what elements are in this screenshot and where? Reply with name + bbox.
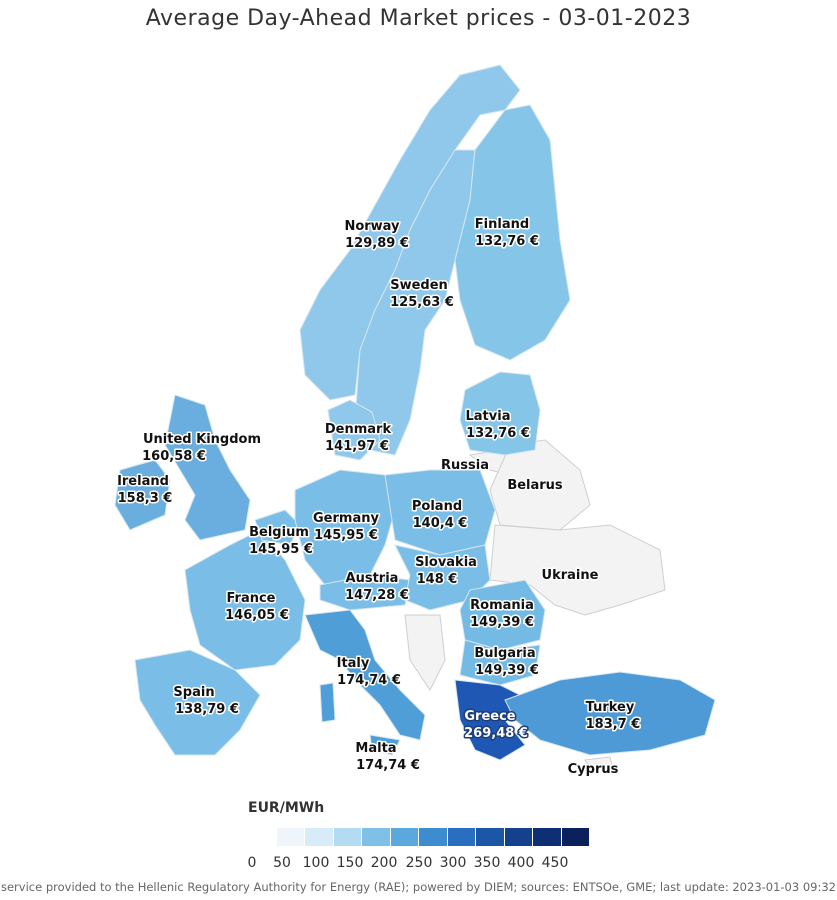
legend-tick: 50	[273, 855, 291, 871]
legend-tick: 400	[507, 855, 535, 871]
label-germany-name: Germany	[313, 511, 379, 526]
label-uk-price: 160,58 €	[142, 449, 206, 464]
legend-swatch	[476, 828, 505, 846]
label-finland-price: 132,76 €	[475, 234, 539, 249]
label-bulgaria-name: Bulgaria	[474, 646, 536, 661]
label-latvia-price: 132,76 €	[466, 426, 530, 441]
legend-tick: 350	[473, 855, 501, 871]
label-italy-name: Italy	[336, 656, 370, 671]
legend-title: EUR/MWh	[248, 800, 325, 816]
label-ukraine: Ukraine	[541, 568, 599, 583]
label-greece-name: Greece	[464, 709, 516, 724]
label-romania-name: Romania	[470, 598, 534, 613]
label-slovakia-price: 148 €	[416, 572, 458, 587]
label-norway-price: 129,89 €	[345, 236, 409, 251]
region-sardinia[interactable]	[320, 683, 335, 722]
label-sweden-price: 125,63 €	[390, 295, 454, 310]
label-malta-name: Malta	[355, 741, 397, 756]
label-ireland-name: Ireland	[117, 474, 169, 489]
label-malta-price: 174,74 €	[356, 758, 420, 773]
label-slovakia-name: Slovakia	[415, 555, 477, 570]
footer-credits: service provided to the Hellenic Regulatory Authority for Energy (RAE); powered by DIEM; sources: ENTSOe, GME; last update: 2023-01-03 09:32	[0, 880, 836, 894]
legend-tick: 200	[370, 855, 398, 871]
label-belarus: Belarus	[507, 478, 563, 493]
region-united-kingdom[interactable]	[165, 395, 250, 540]
label-uk-name: United Kingdom	[142, 432, 262, 447]
label-turkey-price: 183,7 €	[585, 717, 641, 732]
label-denmark-price: 141,97 €	[325, 439, 389, 454]
label-spain-price: 138,79 €	[175, 702, 239, 717]
legend-tick: 450	[541, 855, 569, 871]
legend-tick: 0	[247, 855, 257, 871]
label-russia: Russia	[441, 458, 489, 473]
legend-swatch	[305, 828, 334, 846]
label-italy-price: 174,74 €	[337, 673, 401, 688]
legend-swatch	[448, 828, 477, 846]
legend-tick: 100	[302, 855, 330, 871]
label-greece-price: 269,48 €	[464, 726, 528, 741]
label-ireland-price: 158,3 €	[117, 491, 173, 506]
legend-swatch	[533, 828, 562, 846]
legend-tick: 300	[439, 855, 467, 871]
label-latvia-name: Latvia	[465, 409, 511, 424]
legend-swatch	[248, 828, 277, 846]
region-finland[interactable]	[455, 105, 570, 360]
label-cyprus: Cyprus	[567, 762, 619, 777]
label-poland-price: 140,4 €	[412, 516, 468, 531]
legend-color-bar	[248, 828, 590, 846]
legend-tick: 250	[405, 855, 433, 871]
legend-swatch	[419, 828, 448, 846]
label-spain-name: Spain	[173, 685, 215, 700]
map-title: Average Day-Ahead Market prices - 03-01-2023	[145, 6, 692, 31]
label-austria-price: 147,28 €	[345, 588, 409, 603]
label-france-name: France	[226, 591, 276, 606]
legend-tick: 150	[336, 855, 364, 871]
label-austria-name: Austria	[345, 571, 399, 586]
label-poland-name: Poland	[411, 499, 463, 514]
legend-swatch	[277, 828, 306, 846]
label-norway-name: Norway	[344, 219, 400, 234]
label-germany-price: 145,95 €	[314, 528, 378, 543]
label-belgium-name: Belgium	[249, 525, 309, 540]
region-balkans[interactable]	[405, 615, 445, 690]
label-france-price: 146,05 €	[225, 608, 289, 623]
label-belgium-price: 145,95 €	[249, 542, 313, 557]
legend-swatch	[391, 828, 420, 846]
legend-swatch	[562, 828, 591, 846]
legend-ticks	[0, 855, 837, 875]
label-romania-price: 149,39 €	[470, 615, 534, 630]
legend-swatch	[505, 828, 534, 846]
legend-swatch	[334, 828, 363, 846]
legend-swatch	[362, 828, 391, 846]
label-bulgaria-price: 149,39 €	[475, 663, 539, 678]
label-finland-name: Finland	[474, 217, 530, 232]
label-turkey-name: Turkey	[585, 700, 635, 715]
label-sweden-name: Sweden	[390, 278, 448, 293]
label-denmark-name: Denmark	[324, 422, 392, 437]
